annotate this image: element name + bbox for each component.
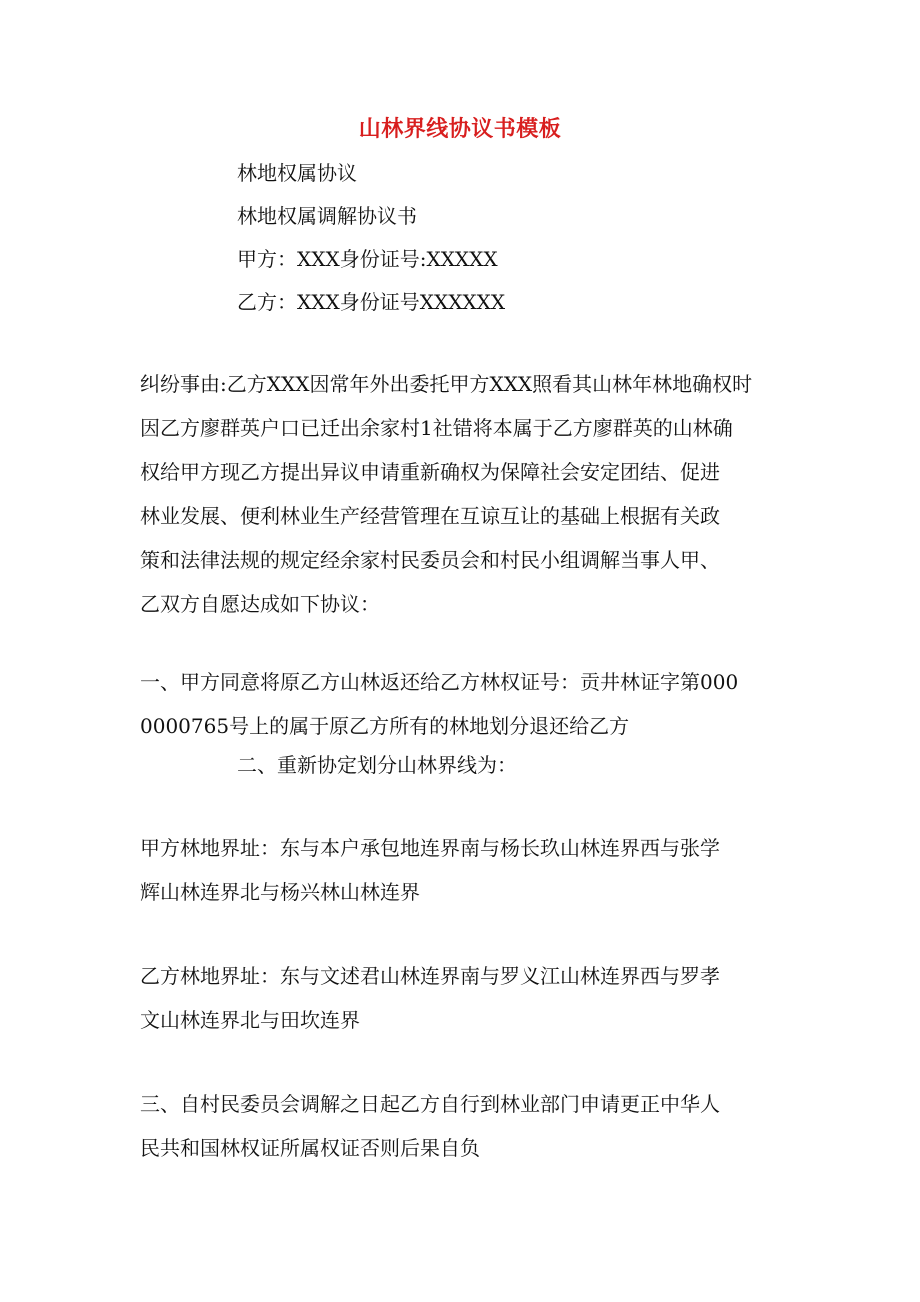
header-line-party-b: 乙方：XXX身份证号XXXXXX: [237, 290, 506, 314]
clause-three-line: 三、自村民委员会调解之日起乙方自行到林业部门申请更正中华人: [140, 1092, 720, 1116]
header-line-agreement: 林地权属协议: [237, 161, 357, 185]
clause-two-heading: 二、重新协定划分山林界线为：: [237, 753, 517, 777]
header-line-mediation: 林地权属调解协议书: [237, 204, 417, 228]
dispute-line: 策和法律法规的规定经余家村民委员会和村民小组调解当事人甲、: [140, 548, 720, 572]
clause-three-line: 民共和国林权证所属权证否则后果自负: [140, 1136, 480, 1160]
header-line-party-a: 甲方：XXX身份证号:XXXXX: [237, 247, 498, 271]
clause-one-line: 0000765号上的属于原乙方所有的林地划分退还给乙方: [140, 714, 630, 738]
clause-one-paragraph: [140, 660, 785, 748]
dispute-line: 林业发展、便利林业生产经营管理在互谅互让的基础上根据有关政: [140, 504, 720, 528]
party-a-boundary-line: 辉山林连界北与杨兴林山林连界: [140, 880, 420, 904]
party-a-boundary-paragraph: [140, 826, 785, 914]
clause-one-line: 一、甲方同意将原乙方山林返还给乙方林权证号：贡井林证字第000: [140, 670, 739, 694]
dispute-line: 乙双方自愿达成如下协议：: [140, 592, 380, 616]
dispute-paragraph: [140, 362, 785, 626]
dispute-line: 因乙方廖群英户口已迁出余家村1社错将本属于乙方廖群英的山林确: [140, 416, 733, 440]
clause-three-paragraph: [140, 1082, 785, 1170]
party-b-boundary-paragraph: [140, 954, 785, 1042]
party-b-boundary-line: 乙方林地界址：东与文述君山林连界南与罗义江山林连界西与罗孝: [140, 964, 720, 988]
document-title: 山林界线协议书模板: [358, 116, 562, 142]
party-a-boundary-line: 甲方林地界址：东与本户承包地连界南与杨长玖山林连界西与张学: [140, 836, 720, 860]
party-b-boundary-line: 文山林连界北与田坎连界: [140, 1008, 360, 1032]
dispute-line: 权给甲方现乙方提出异议申请重新确权为保障社会安定团结、促进: [140, 460, 720, 484]
dispute-line: 纠纷事由:乙方XXX因常年外出委托甲方XXX照看其山林年林地确权时: [140, 372, 753, 396]
